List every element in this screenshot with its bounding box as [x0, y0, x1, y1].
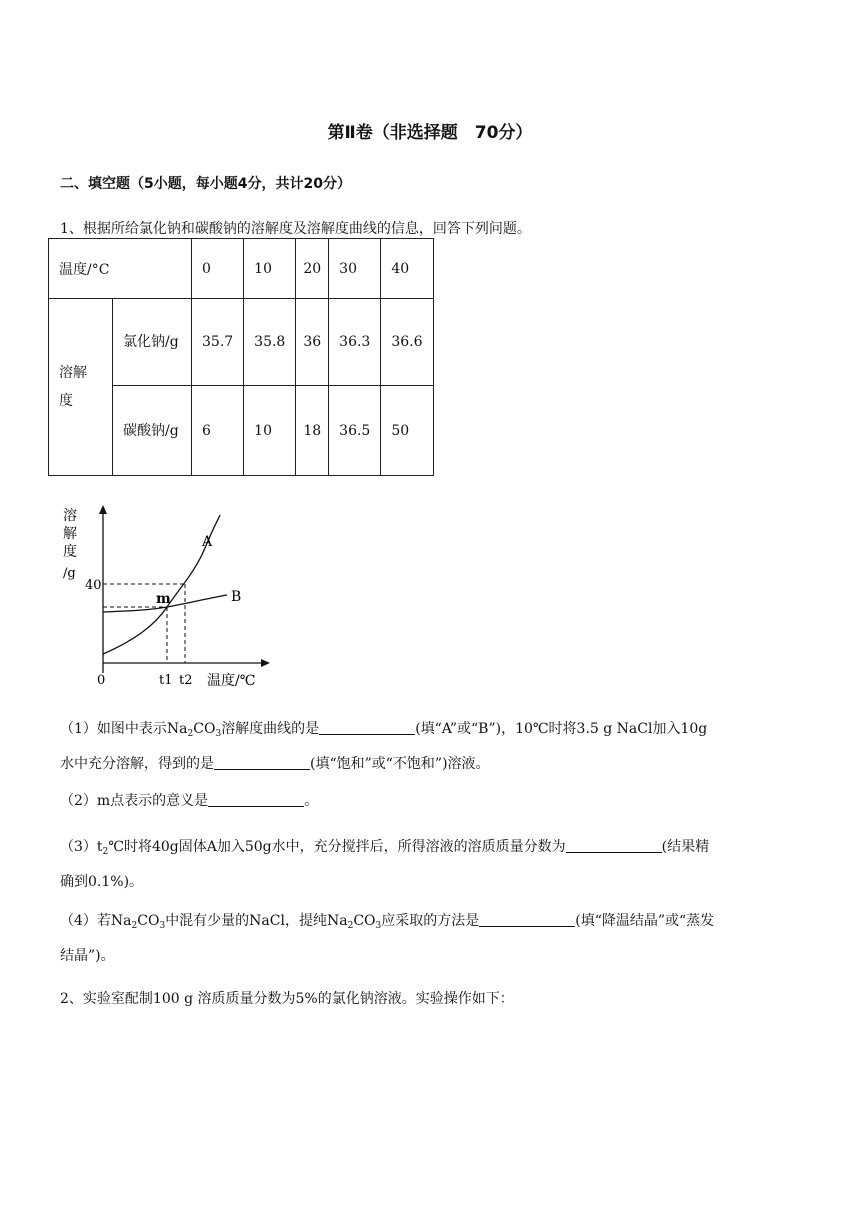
point-m-label: m — [156, 591, 171, 607]
graph-ylabel-char: 度 — [63, 544, 77, 560]
table-cell: 6 — [192, 386, 244, 476]
graph-ylabel-char: /g — [63, 566, 76, 581]
table-cell: 35.8 — [244, 299, 296, 386]
answer-blank[interactable] — [479, 912, 575, 927]
section-heading: 二、填空题（5小题，每小题4分，共计20分） — [60, 176, 351, 192]
graph-y-tick: 40 — [85, 578, 102, 593]
table-cell: 36.3 — [329, 299, 381, 386]
table-cell: 18 — [296, 386, 329, 476]
table-row-name-nacl: 氯化钠/g — [113, 299, 192, 386]
table-temp-cell: 0 — [192, 239, 244, 299]
answer-blank[interactable] — [208, 792, 304, 807]
graph-t2: t2 — [179, 673, 193, 688]
curve-b-label: B — [231, 589, 242, 605]
subquestion-4: （4）若$Na_2CO_3$中混有少量的NaCl，提纯$Na_2CO_3$应采取的方法是 (填“降温结晶”或“蒸发 结晶”)。 — [60, 913, 715, 964]
subquestion-2: （2）m点表示的意义是 。 — [60, 793, 319, 809]
table-cell: 50 — [381, 386, 433, 476]
table-temp-cell: 20 — [296, 239, 329, 299]
table-cell: 10 — [244, 386, 296, 476]
page-title: 第Ⅱ卷（非选择题 70分） — [327, 123, 533, 143]
table-cell: 36 — [296, 299, 329, 386]
curve-a-label: A — [202, 534, 213, 550]
table-row-name-na2co3: 碳酸钠/g — [113, 386, 192, 476]
table-temp-cell: 10 — [244, 239, 296, 299]
graph-xlabel: 温度/℃ — [207, 673, 256, 689]
graph-ylabel-char: 解 — [63, 526, 77, 542]
answer-blank[interactable] — [566, 838, 662, 853]
question-1-intro: 1、根据所给氯化钠和碳酸钠的溶解度及溶解度曲线的信息，回答下列问题。 — [60, 221, 531, 237]
answer-blank[interactable] — [319, 720, 415, 735]
table-header-temp: 温度/°C — [49, 239, 192, 299]
subquestion-3: $(3)t_2℃$时将40g固体A加入50g水中，充分搅拌后，所得溶液的溶质质量分数为 (结果精 确到0.1%)。 — [60, 839, 710, 890]
answer-blank[interactable] — [214, 755, 310, 770]
table-cell: 36.5 — [329, 386, 381, 476]
solubility-table — [48, 238, 434, 476]
graph-origin: 0 — [97, 673, 106, 688]
graph-t1: t1 — [159, 673, 173, 688]
table-temp-cell: 30 — [329, 239, 381, 299]
table-temp-cell: 40 — [381, 239, 433, 299]
question-2: 2、实验室配制100 g 溶质质量分数为5%的氯化钠溶液。实验操作如下： — [60, 991, 514, 1007]
table-group-label: 溶解度 — [49, 299, 113, 476]
graph-ylabel-char: 溶 — [63, 508, 77, 524]
y-axis-arrow — [99, 505, 107, 514]
table-cell: 35.7 — [192, 299, 244, 386]
subquestion-1: （1）如图中表示$Na_2CO_3$溶解度曲线的是 (填“A”或“B”)，10℃时将3.5 g NaCl加入10g 水中充分溶解，得到的是 (填“饱和”或“不饱和”)溶液。 — [60, 721, 708, 772]
solubility-curve-figure — [55, 500, 275, 695]
table-cell: 36.6 — [381, 299, 433, 386]
x-axis-arrow — [261, 659, 270, 667]
